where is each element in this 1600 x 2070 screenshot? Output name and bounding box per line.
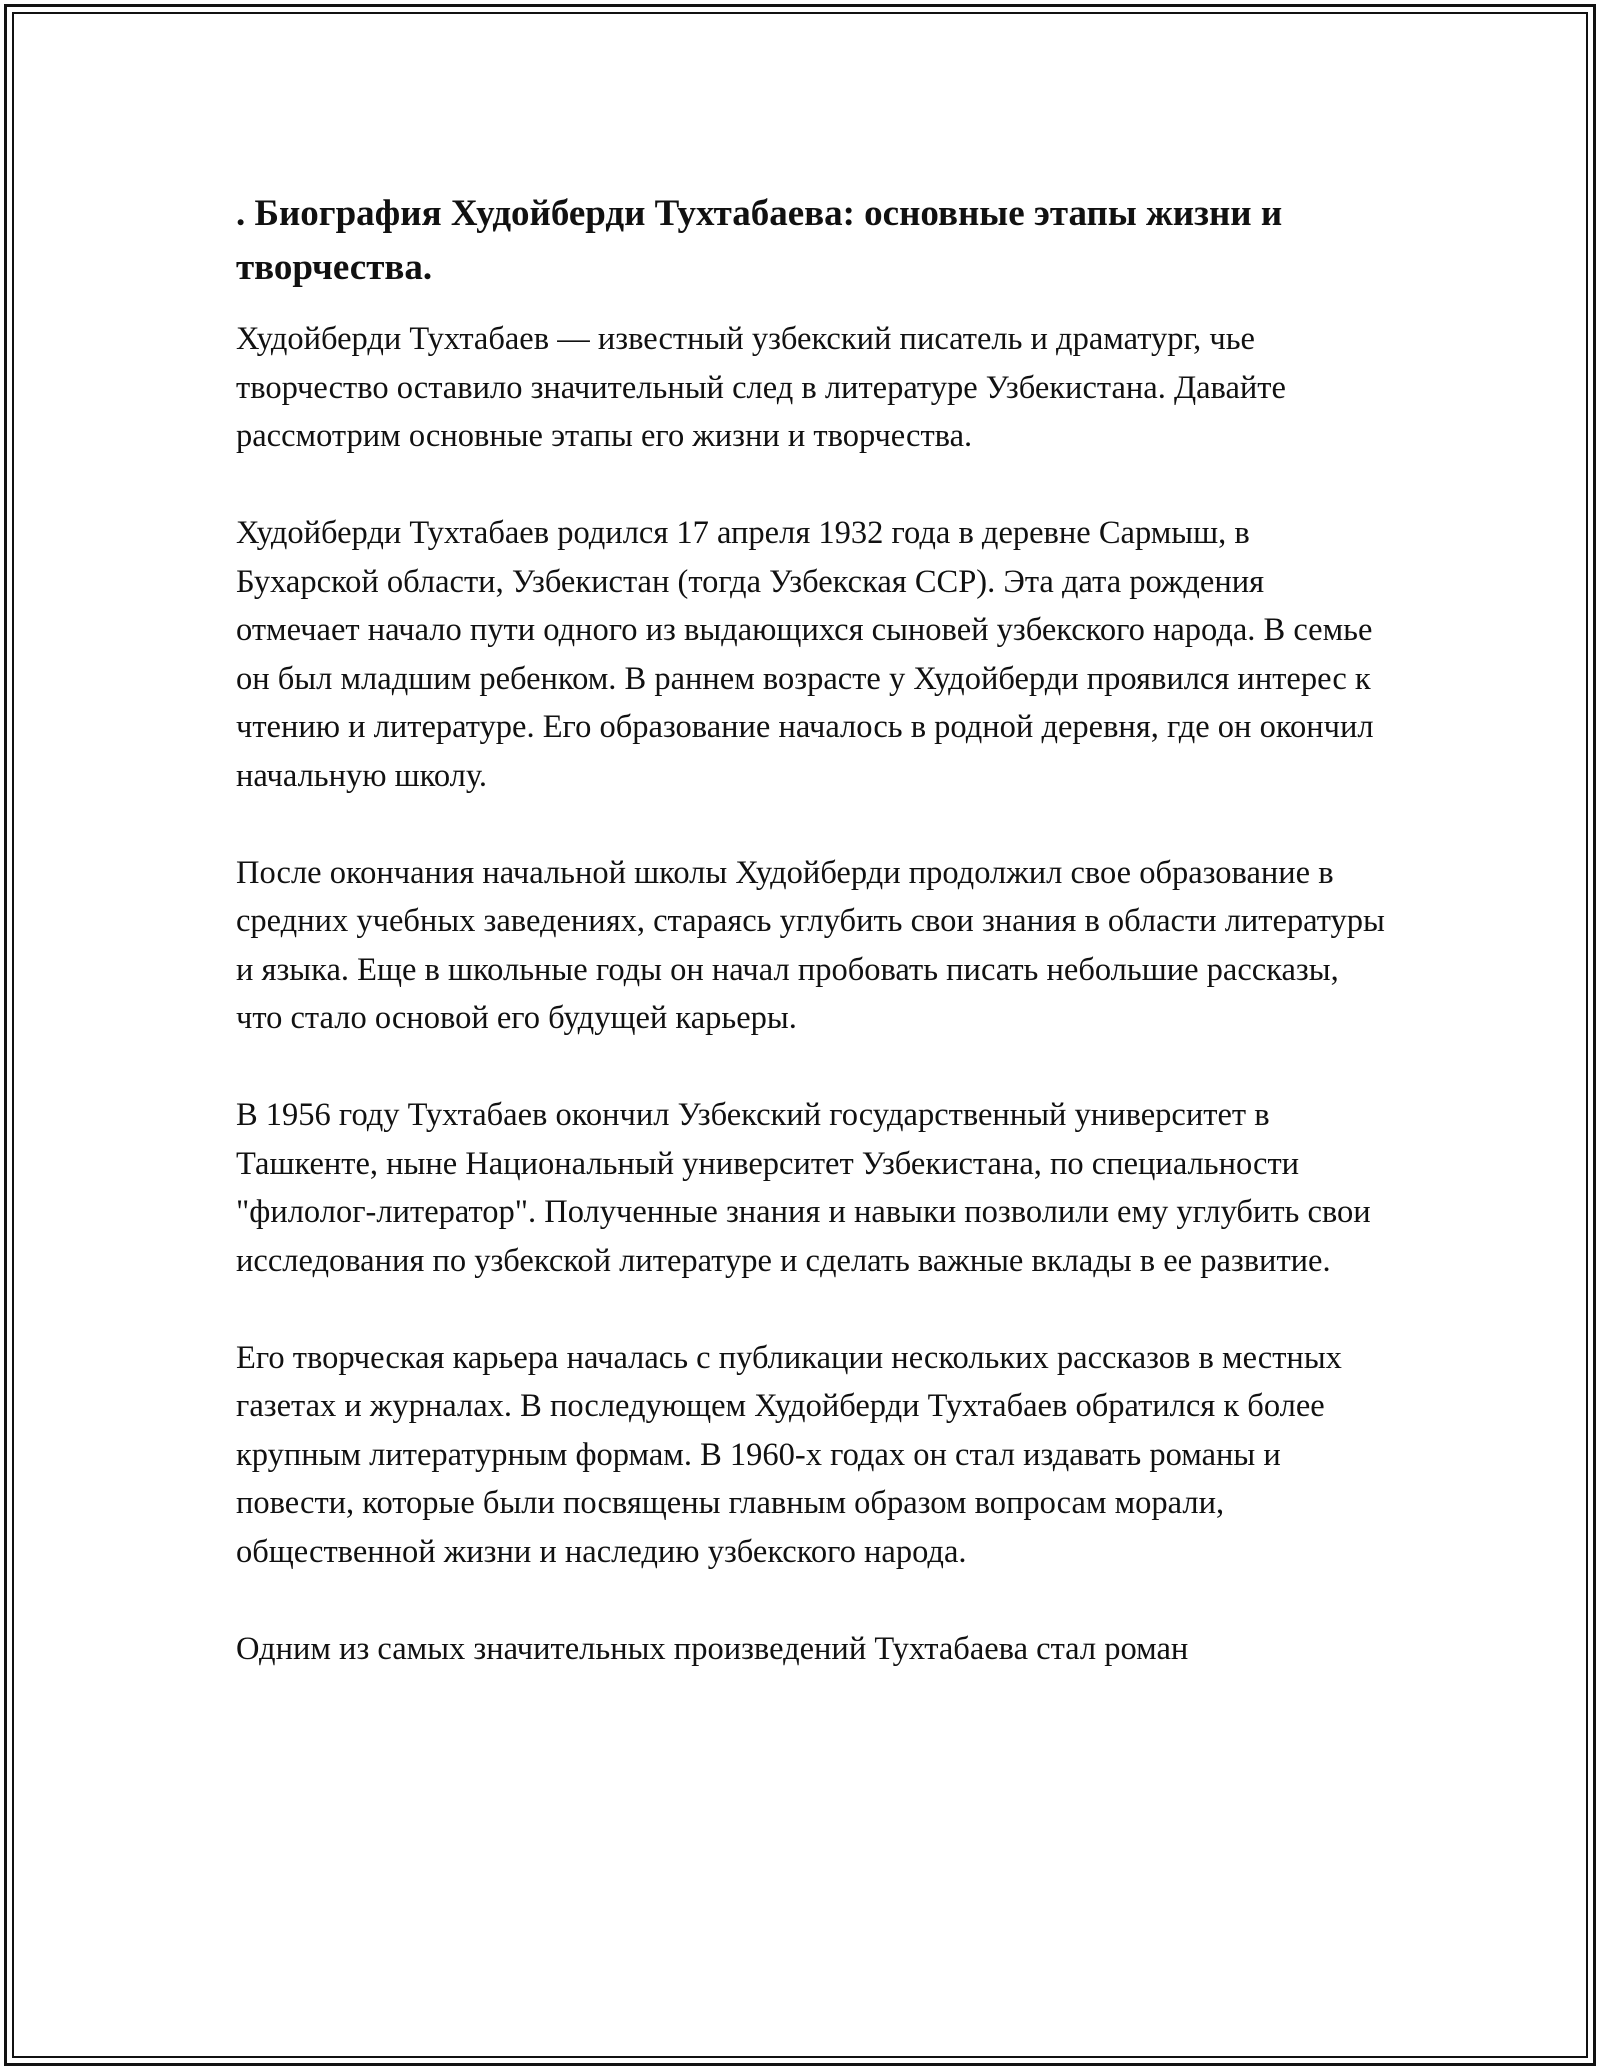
paragraph-intro: Худойберди Тухтабаев — известный узбекский писатель и драматург, чье творчество оставило значительный след в литературе Узбекистана. Давайте рассмотрим основные этапы его жизни и творчества. [236, 321, 1286, 454]
paragraph-university: В 1956 году Тухтабаев окончил Узбекский государственный университет в Ташкенте, ныне Национальный университет Узбекистана, по специальности "филолог-литератор". Полученные знания и навыки позволили ему углубить свои исследования по узбекской литературе и сделать важные вклады в ее развитие. [236, 1097, 1371, 1279]
document-title: . Биография Худойберди Тухтабаева: основные этапы жизни и творчества. [236, 193, 1283, 288]
paragraph-birth: Худойберди Тухтабаев родился 17 апреля 1932 года в деревне Сармыш, в Бухарской области, Узбекистан (тогда Узбекская ССР). Эта дата рождения отмечает начало пути одного из выдающихся сыновей узбекского народа. В семье он был младшим ребенком. В раннем возрасте у Худойберди проявился интерес к чтению и литературе. Его образование началось в родной деревня, где он окончил начальную школу. [236, 515, 1374, 794]
paragraph-school: После окончания начальной школы Худойберди продолжил свое образование в средних учебных заведениях, стараясь углубить свои знания в области литературы и языка. Еще в школьные годы он начал пробовать писать небольшие рассказы, что стало основой его будущей карьеры. [236, 854, 1385, 1036]
paragraph-career: Его творческая карьера началась с публикации нескольких рассказов в местных газетах и журналах. В последующем Худойберди Тухтабаев обратился к более крупным литературным формам. В 1960-х годах он стал издавать романы и повести, которые были посвящены главным образом вопросам морали, общественной жизни и наследию узбекского народа. [236, 1339, 1342, 1570]
document-page [236, 187, 1386, 1722]
paragraph-novel: Одним из самых значительных произведений Тухтабаева стал роман [236, 1630, 1189, 1667]
